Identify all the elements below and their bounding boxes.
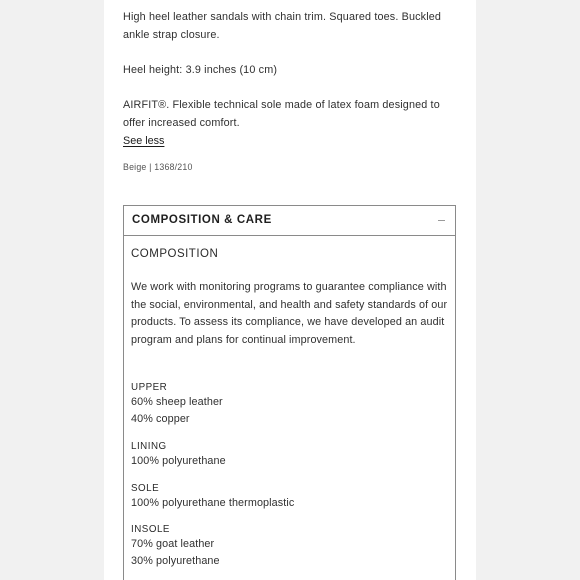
- composition-care-title: COMPOSITION & CARE: [132, 214, 272, 226]
- material-label: LINING: [131, 441, 167, 452]
- compliance-text: We work with monitoring programs to guarantee compliance with the social, environmental, and health and safety standards of our products. To assess its compliance, we have developed an audit program and plans for continual improvement.: [131, 281, 448, 346]
- minus-icon[interactable]: [438, 220, 445, 221]
- material-line: 60% sheep leather: [131, 396, 223, 408]
- material-label: UPPER: [131, 382, 168, 393]
- composition-heading: COMPOSITION: [131, 248, 219, 260]
- material-group-upper: [131, 381, 431, 428]
- material-group-lining: [131, 440, 431, 470]
- material-line: 100% polyurethane thermoplastic: [131, 497, 295, 509]
- product-description: High heel leather sandals with chain trim. Squared toes. Buckled ankle strap closure.: [123, 11, 442, 41]
- composition-care-header[interactable]: [124, 206, 455, 236]
- material-line: 100% polyurethane: [131, 455, 226, 467]
- color-reference: Beige | 1368/210: [123, 162, 193, 172]
- see-less-link[interactable]: See less: [123, 135, 165, 147]
- material-line: 30% polyurethane: [131, 555, 220, 567]
- airfit-description: AIRFIT®. Flexible technical sole made of latex foam designed to offer increased comfort.: [123, 99, 440, 129]
- material-line: 70% goat leather: [131, 538, 215, 550]
- heel-height-text: Heel height: 3.9 inches (10 cm): [123, 64, 278, 76]
- material-label: INSOLE: [131, 524, 170, 535]
- material-line: 40% copper: [131, 413, 190, 425]
- product-details-panel: [104, 0, 476, 580]
- composition-care-accordion: [123, 205, 456, 580]
- material-label: SOLE: [131, 483, 160, 494]
- material-group-insole: [131, 523, 431, 570]
- material-group-sole: [131, 482, 431, 512]
